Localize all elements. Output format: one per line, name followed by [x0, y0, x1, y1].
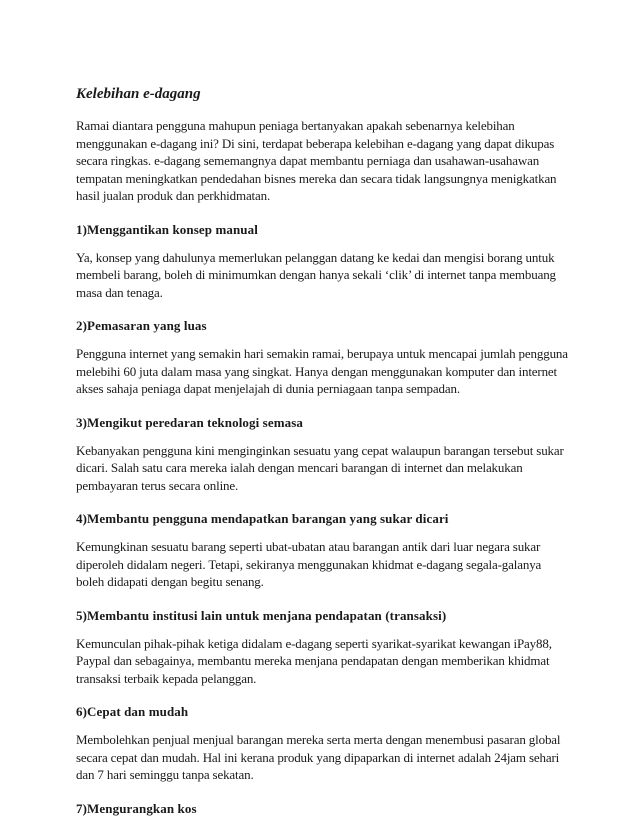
- paragraph-line: secara cepat dan mudah. Hal ini kerana produk yang dipaparkan di internet adalah 24jam sehari: [76, 749, 560, 765]
- paragraph-line: masa dan tenaga.: [76, 284, 163, 300]
- intro-line: secara ringkas. e-dagang sememangnya dapat membantu perniaga dan usahawan-usahawan: [76, 153, 540, 168]
- paragraph-line: akses sahaja peniaga dapat menjelajah di dunia perniagaan tanpa sempadan.: [76, 381, 460, 396]
- paragraph-line: pembayaran terus secara online.: [76, 477, 239, 493]
- section-heading-1: 1)Menggantikan konsep manual: [76, 221, 258, 237]
- paragraph-line: diperoleh didalam negeri. Tetapi, sekiranya menggunakan khidmat e-dagang segala-galanya: [76, 556, 542, 572]
- section-heading-6: 6)Cepat dan mudah: [76, 704, 189, 719]
- intro-line: tempatan meningkatkan pendedahan bisnes mereka dan secara tidak langsungnya menigkatkan: [76, 170, 557, 186]
- section-paragraph-4: [76, 538, 576, 591]
- section-heading-5: 5)Membantu institusi lain untuk menjana pendapatan (transaksi): [76, 607, 447, 623]
- section-paragraph-3: [76, 442, 576, 495]
- paragraph-line: membeli barang, boleh di minimumkan dengan hanya sekali ‘clik’ di internet tanpa membuang: [76, 267, 556, 282]
- paragraph-line: Pengguna internet yang semakin hari semakin ramai, berupaya untuk mencapai jumlah pengguna: [76, 346, 568, 361]
- paragraph-line: Paypal dan sebagainya, membantu mereka menjana pendapatan dengan memberikan khidmat: [76, 653, 550, 668]
- paragraph-line: dan 7 hari seminggu tanpa sekatan.: [76, 767, 254, 782]
- intro-line: Ramai diantara pengguna mahupun peniaga bertanyakan apakah sebenarnya kelebihan: [76, 118, 515, 133]
- section-paragraph-2: [76, 345, 576, 398]
- section-paragraph-1: [76, 249, 576, 302]
- paragraph-line: Ya, konsep yang dahulunya memerlukan pelanggan datang ke kedai dan mengisi borang untuk: [76, 249, 555, 265]
- page-title: Kelebihan e-dagang: [76, 86, 201, 102]
- paragraph-line: dicari. Salah satu cara mereka ialah dengan mencari barangan di internet dan melakukan: [76, 460, 523, 475]
- paragraph-line: melebihi 60 juta dalam masa yang singkat. Hanya dengan menggunakan komputer dan internet: [76, 363, 558, 379]
- intro-line: hasil jualan produk dan perkhidmatan.: [76, 188, 271, 203]
- paragraph-line: Kemungkinan sesuatu barang seperti ubat-ubatan atau barangan antik dari luar negara sukar: [76, 539, 541, 554]
- intro-line: menggunakan e-dagang ini? Di sini, terdapat beberapa kelebihan e-dagang yang dapat dikupas: [76, 135, 555, 151]
- paragraph-line: Kebanyakan pengguna kini menginginkan sesuatu yang cepat walaupun barangan tersebut sukar: [76, 442, 564, 458]
- section-heading-7: 7)Mengurangkan kos: [76, 800, 197, 816]
- paragraph-line: Membolehkan penjual menjual barangan mereka serta merta dengan menembusi pasaran global: [76, 732, 561, 747]
- section-paragraph-6: [76, 731, 576, 784]
- section-heading-2: 2)Pemasaran yang luas: [76, 318, 207, 333]
- section-heading-4: 4)Membantu pengguna mendapatkan barangan yang sukar dicari: [76, 511, 449, 526]
- paragraph-line: boleh didapati dengan begitu senang.: [76, 574, 264, 589]
- section-paragraph-5: [76, 635, 576, 688]
- paragraph-line: Kemunculan pihak-pihak ketiga didalam e-dagang seperti syarikat-syarikat kewangan iPay88,: [76, 635, 552, 651]
- document-page: [76, 84, 576, 828]
- section-heading-3: 3)Mengikut peredaran teknologi semasa: [76, 414, 303, 430]
- paragraph-line: transaksi terbaik kepada pelanggan.: [76, 670, 257, 686]
- intro-paragraph: [76, 117, 576, 205]
